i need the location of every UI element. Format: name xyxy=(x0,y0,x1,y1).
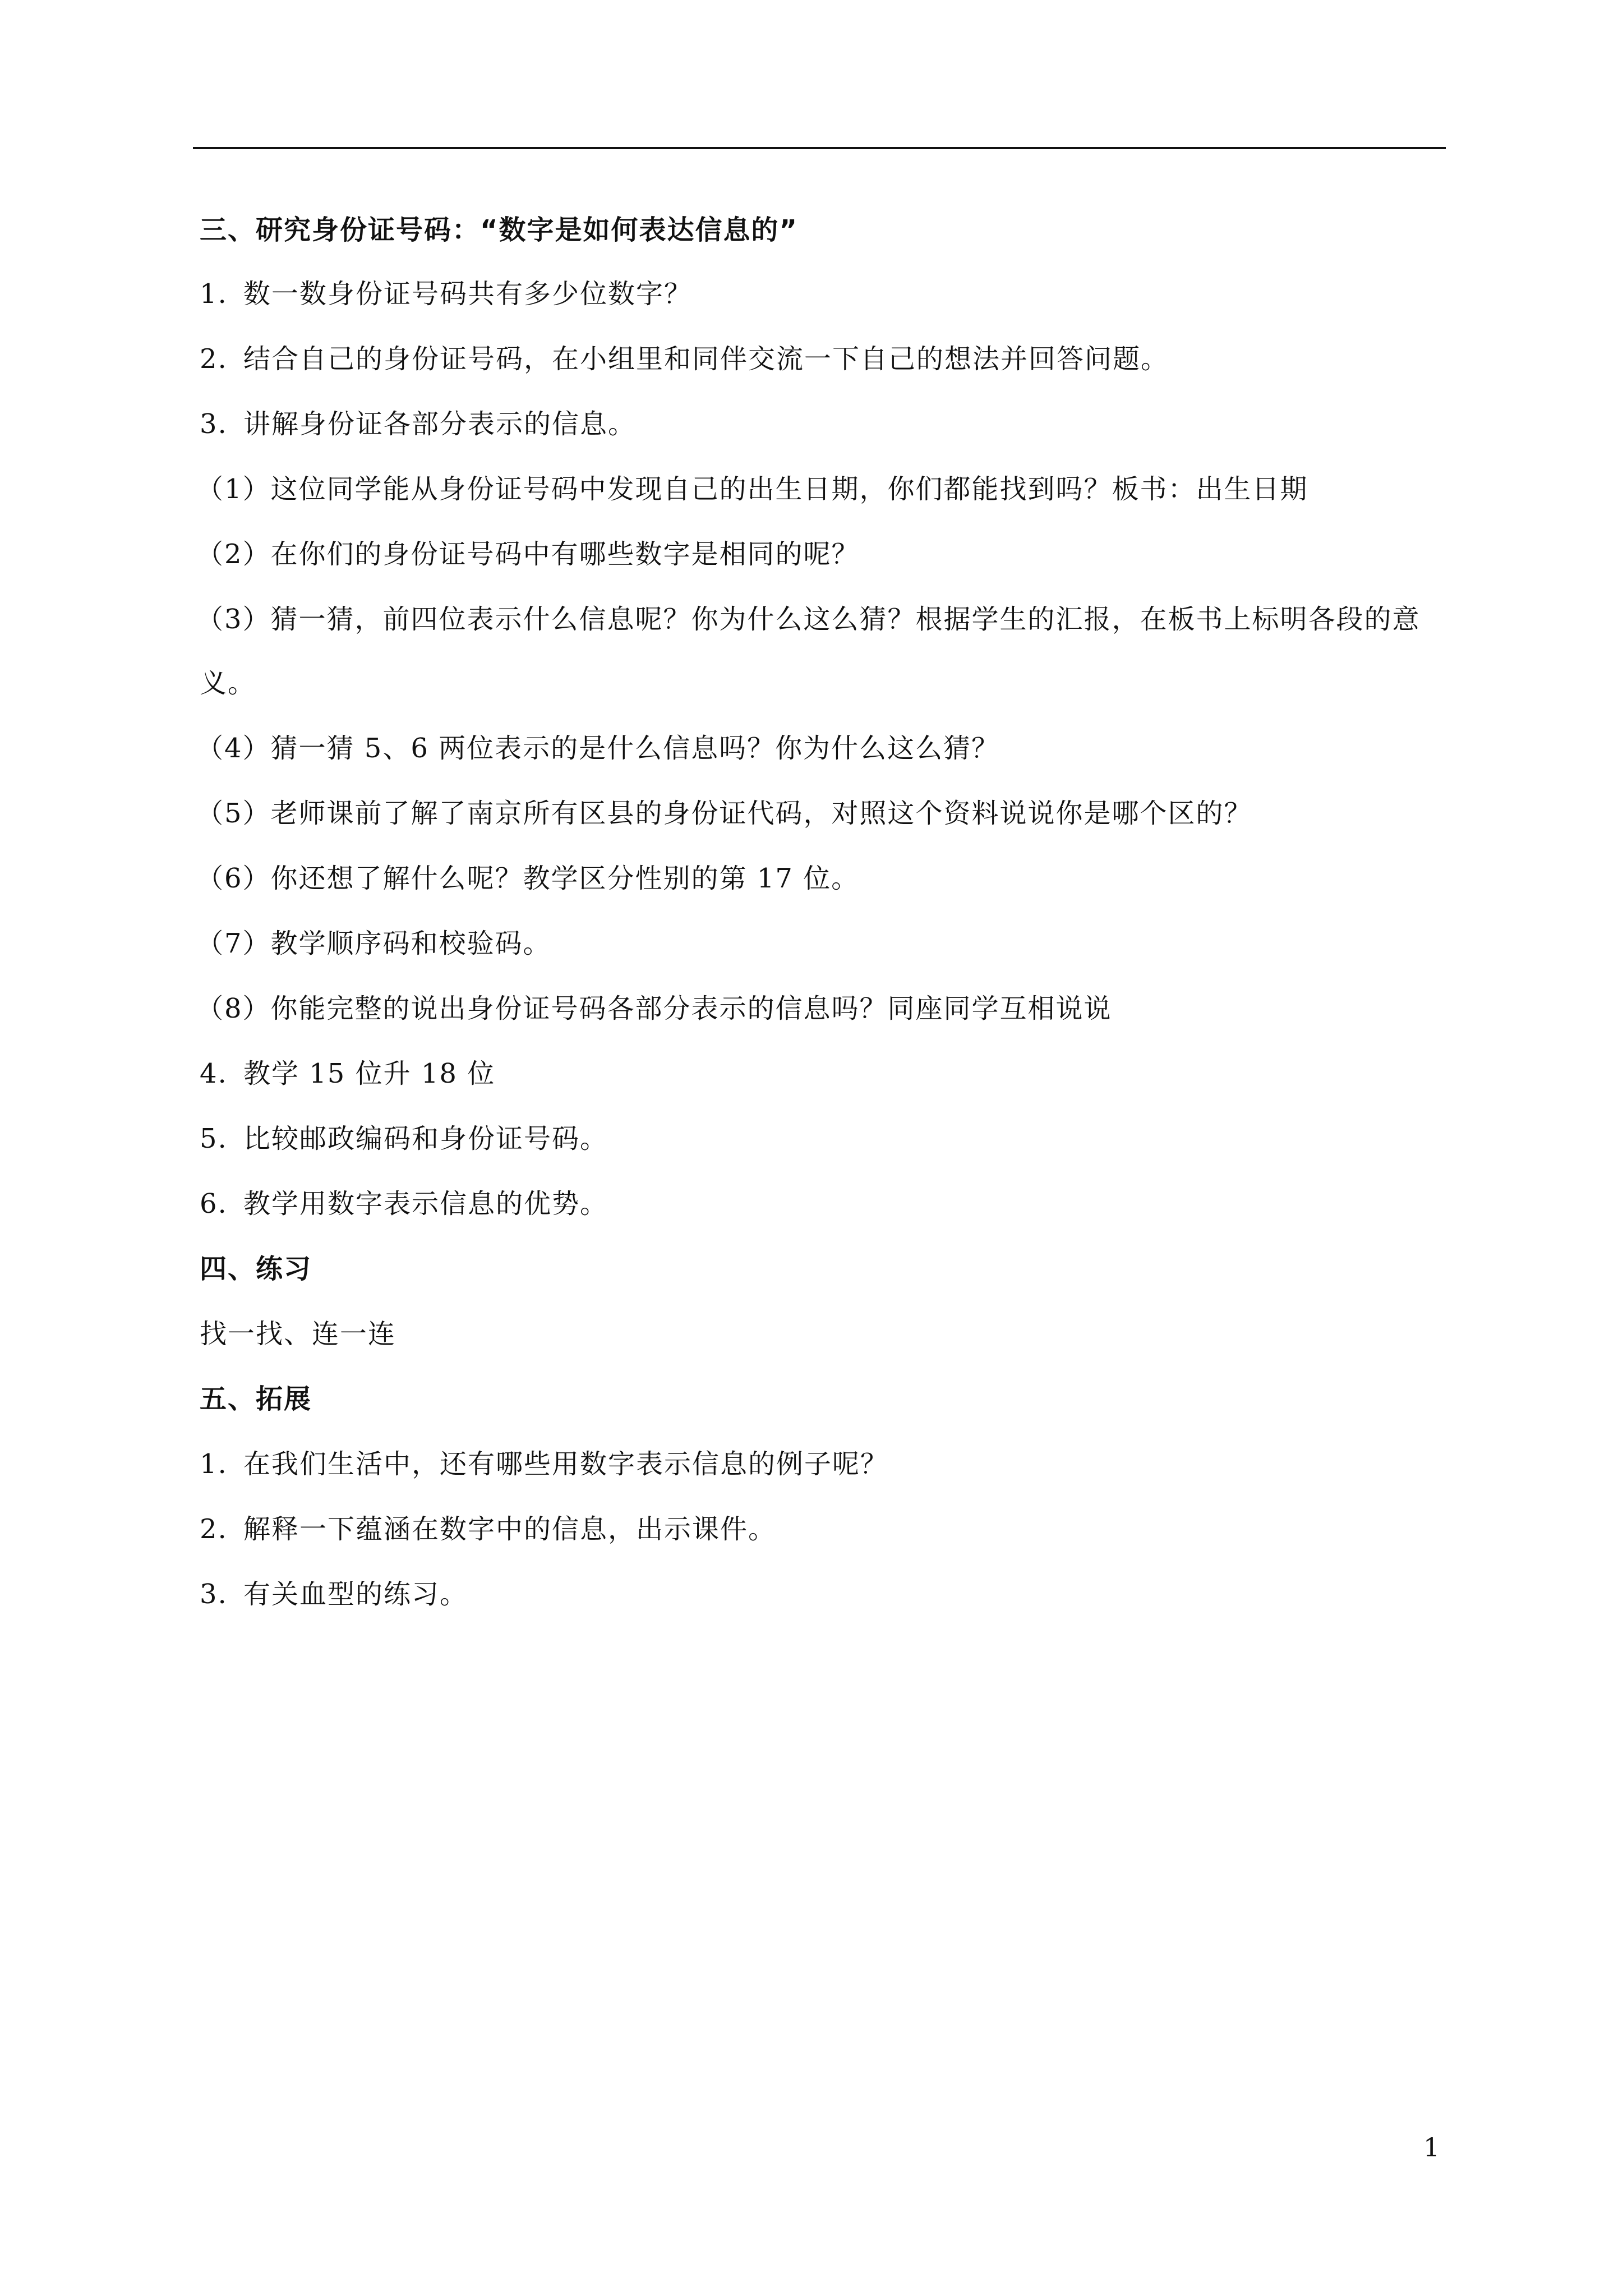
list-item-number: 2. xyxy=(200,343,228,375)
list-item-number: 3. xyxy=(200,408,228,440)
list-item-number: 4. xyxy=(200,1058,228,1089)
list-item-number: 2. xyxy=(200,1513,228,1545)
list-item-text: 有关血型的练习。 xyxy=(243,1579,468,1610)
list-item-number: 1. xyxy=(200,1448,228,1480)
list-item-text: 比较邮政编码和身份证号码。 xyxy=(243,1123,608,1154)
sub-item-continuation: 义。 xyxy=(200,668,256,699)
list-item xyxy=(200,277,692,311)
list-item xyxy=(200,407,636,441)
list-item xyxy=(200,1577,468,1611)
list-item-text: 教学用数字表示信息的优势。 xyxy=(243,1188,608,1220)
list-item-number: 1. xyxy=(200,278,228,310)
sub-item: （5）老师课前了解了南京所有区县的身份证代码，对照这个资料说说你是哪个区的？ xyxy=(196,798,1252,829)
sub-item: （8）你能完整的说出身份证号码各部分表示的信息吗？同座同学互相说说 xyxy=(196,993,1112,1024)
list-item xyxy=(200,1187,608,1221)
sub-item: （3）猜一猜，前四位表示什么信息呢？你为什么这么猜？根据学生的汇报，在板书上标明各段的意 xyxy=(196,604,1421,635)
sub-item: （6）你还想了解什么呢？教学区分性别的第 17 位。 xyxy=(196,863,860,894)
sub-item: （1）这位同学能从身份证号码中发现自己的出生日期，你们都能找到吗？板书：出生日期 xyxy=(196,473,1308,505)
sub-item: （4）猜一猜 5、6 两位表示的是什么信息吗？你为什么这么猜？ xyxy=(196,733,1000,764)
list-item-text: 数一数身份证号码共有多少位数字？ xyxy=(243,278,693,310)
list-item-text: 结合自己的身份证号码，在小组里和同伴交流一下自己的想法并回答问题。 xyxy=(243,343,1169,375)
paragraph: 找一找、连一连 xyxy=(200,1318,396,1350)
list-item xyxy=(200,1057,495,1091)
section-heading-4: 四、练习 xyxy=(200,1253,312,1285)
list-item-number: 3. xyxy=(200,1579,228,1610)
list-item-number: 6. xyxy=(200,1188,228,1220)
list-item xyxy=(200,342,1169,376)
section-heading-5: 五、拓展 xyxy=(200,1383,312,1415)
list-item-text: 解释一下蕴涵在数字中的信息，出示课件。 xyxy=(243,1513,777,1545)
list-item xyxy=(200,1122,608,1156)
sub-item: （7）教学顺序码和校验码。 xyxy=(196,928,551,959)
section-heading-3: 三、研究身份证号码：“数字是如何表达信息的” xyxy=(200,214,799,246)
list-item-text: 在我们生活中，还有哪些用数字表示信息的例子呢？ xyxy=(243,1448,889,1480)
list-item-number: 5. xyxy=(200,1123,228,1154)
page-number: 1 xyxy=(1423,2132,1440,2162)
list-item-text: 教学 15 位升 18 位 xyxy=(243,1058,496,1089)
list-item xyxy=(200,1447,888,1481)
sub-item: （2）在你们的身份证号码中有哪些数字是相同的呢？ xyxy=(196,539,860,570)
list-item xyxy=(200,1512,776,1546)
list-item-text: 讲解身份证各部分表示的信息。 xyxy=(243,408,637,440)
header-rule xyxy=(193,147,1446,149)
